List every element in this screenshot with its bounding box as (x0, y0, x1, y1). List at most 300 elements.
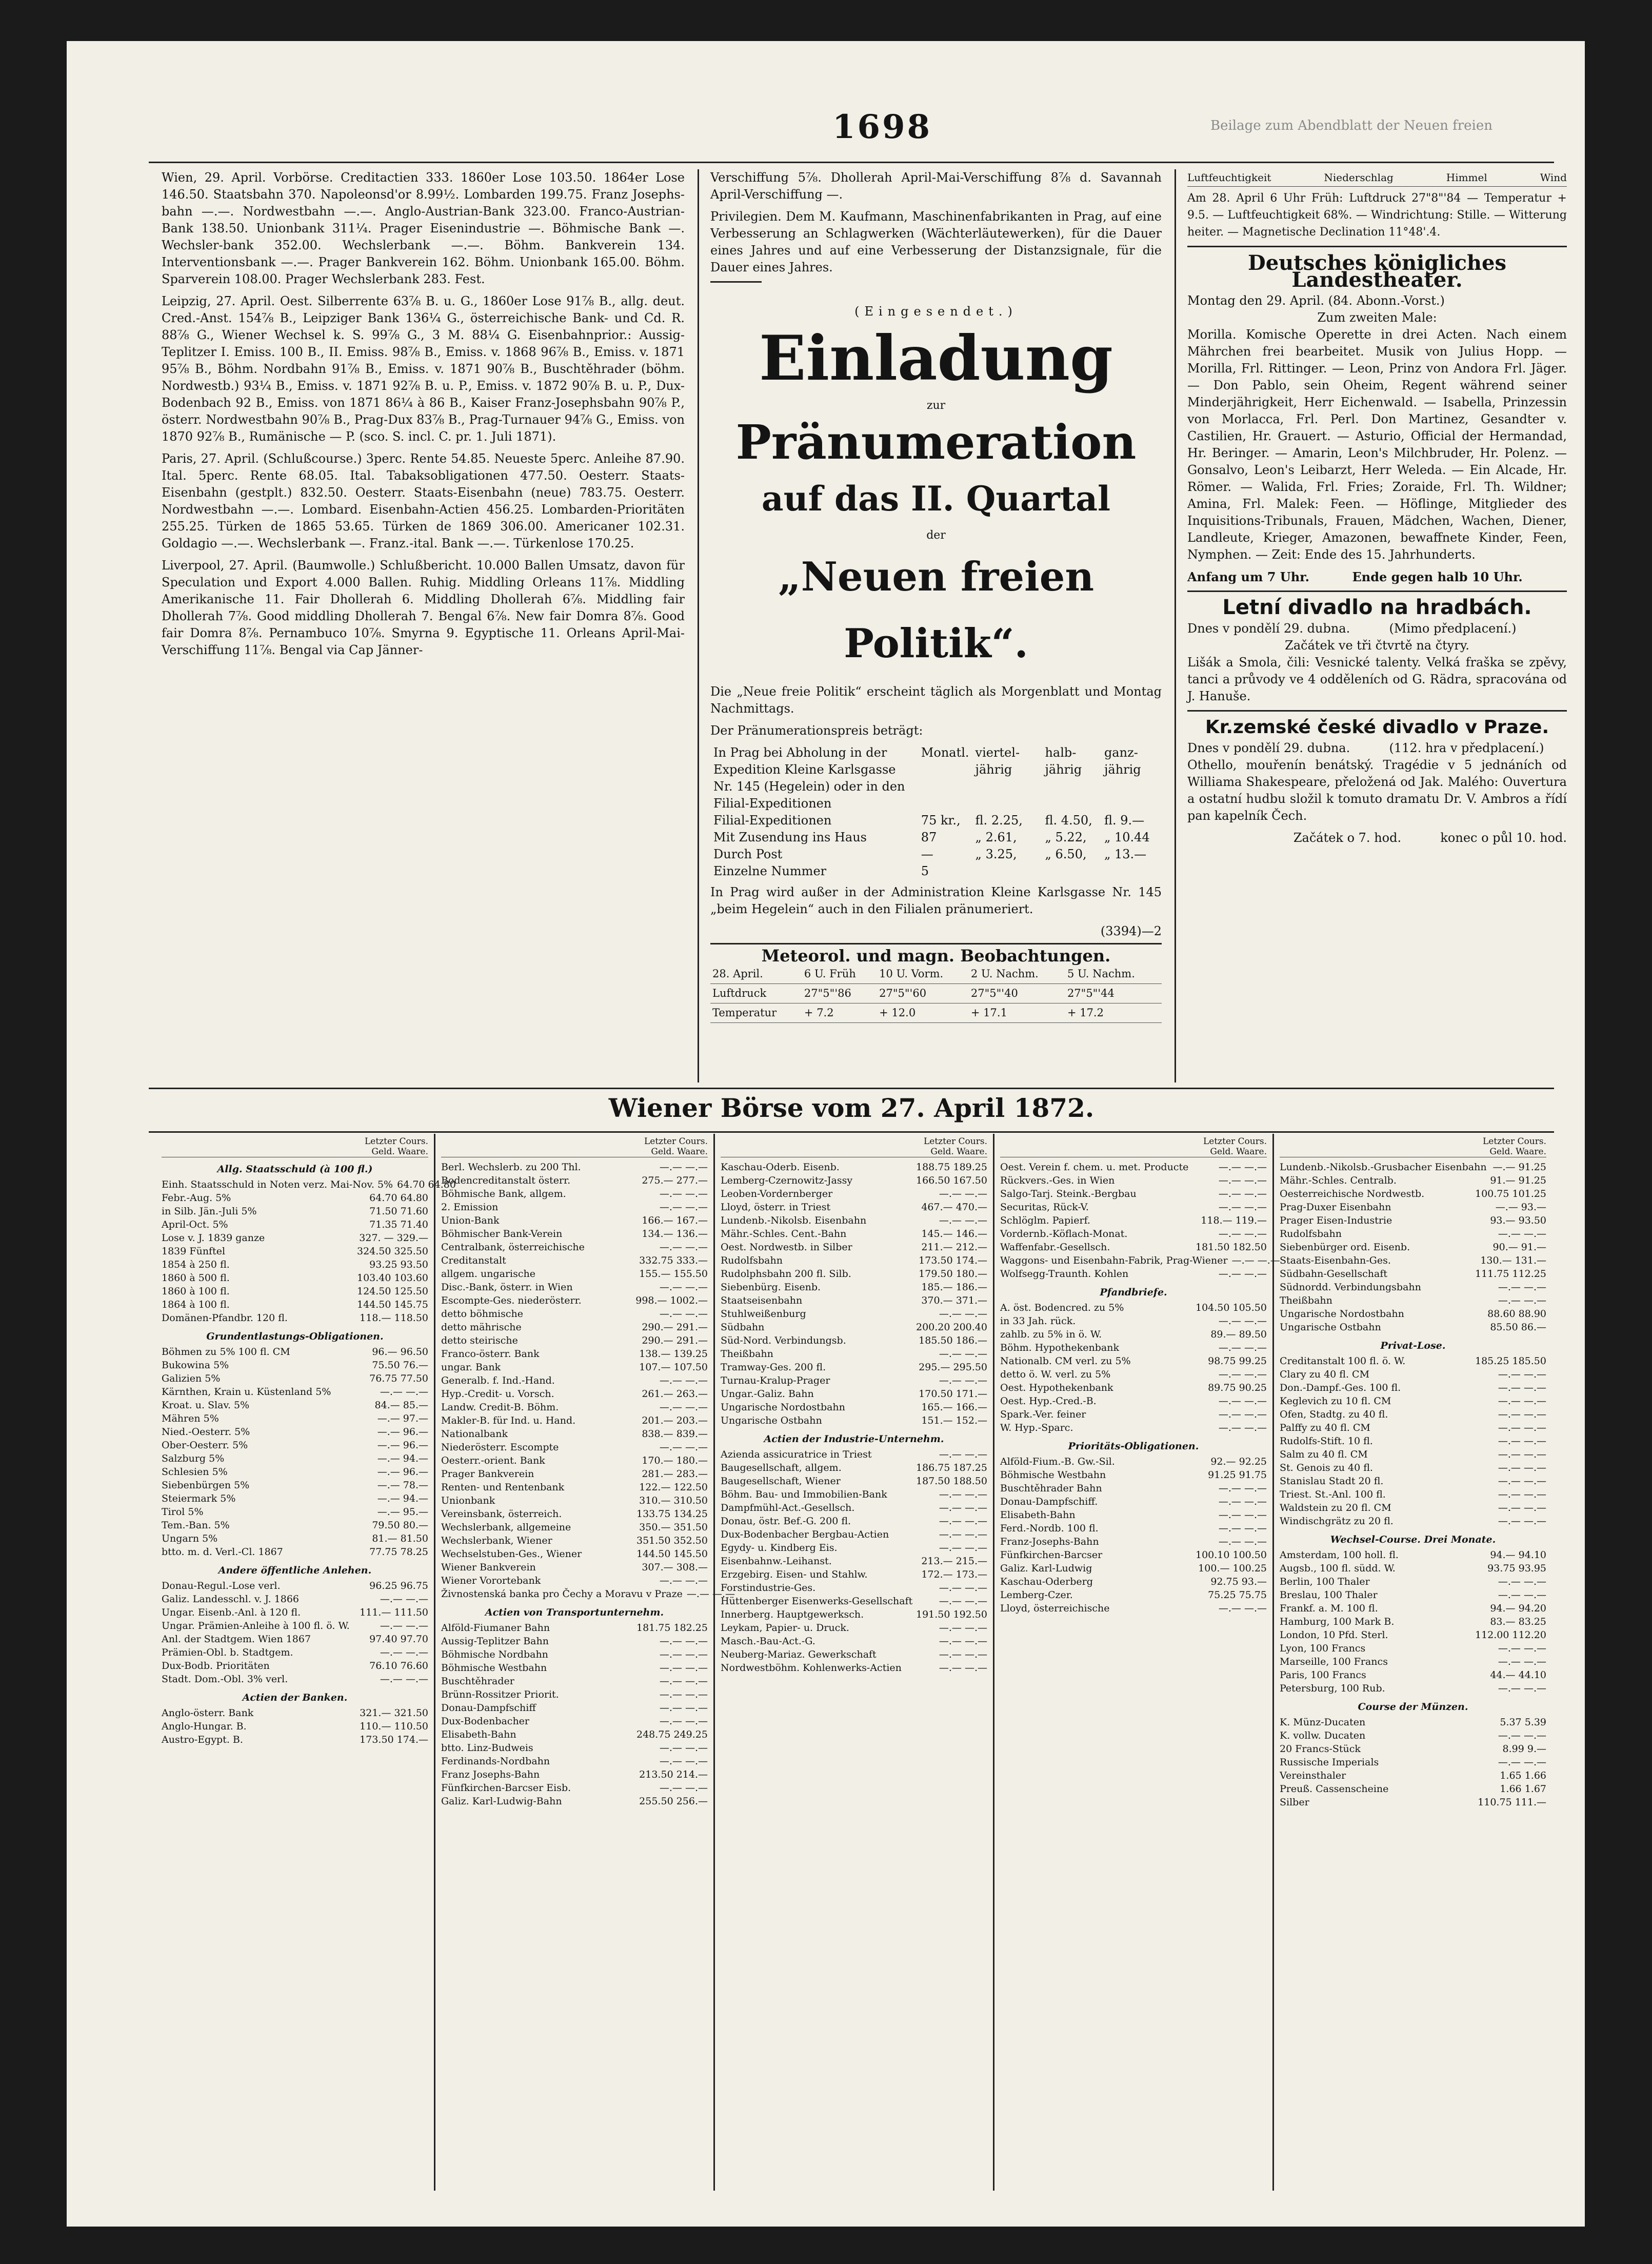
security-quote: —.— —.— (380, 1620, 428, 1631)
exchange-row (1280, 1474, 1546, 1488)
security-name: Prager Bankverein (441, 1468, 534, 1480)
column-theaters (1187, 169, 1567, 1082)
exchange-row (441, 1587, 735, 1601)
exchange-row (162, 1231, 428, 1245)
exchange-column-header: Letzter Cours. Geld. Waare. (441, 1136, 708, 1157)
security-name: Unionbank (441, 1495, 495, 1506)
security-quote: 71.35 71.40 (369, 1219, 428, 1230)
exchange-row (1000, 1602, 1267, 1615)
security-name: Dampfmühl-Act.-Gesellsch. (721, 1502, 855, 1513)
security-name: Wechslerbank, Wiener (441, 1535, 552, 1546)
security-quote: —.— —.— (939, 1489, 987, 1500)
security-name: Südbahn-Gesellschaft (1280, 1268, 1387, 1279)
security-quote: 321.— 321.50 (360, 1707, 428, 1719)
exchange-row (441, 1454, 708, 1467)
exchange-row (162, 1505, 428, 1519)
exchange-row (441, 1227, 708, 1241)
security-quote: 370.— 371.— (921, 1295, 987, 1306)
exchange-row (721, 1374, 987, 1387)
exchange-row (721, 1528, 987, 1541)
security-quote: —.— —.— (1218, 1523, 1267, 1534)
security-name: Frankf. a. M. 100 fl. (1280, 1603, 1378, 1614)
security-name: Alföld-Fiumaner Bahn (441, 1622, 550, 1633)
meteo-header: 10 U. Vorm. (877, 964, 969, 984)
exchange-row (1280, 1716, 1546, 1729)
security-quote: 71.50 71.60 (369, 1206, 428, 1217)
security-quote: —.— —.— (659, 1282, 708, 1293)
security-quote: 186.75 187.25 (915, 1462, 987, 1473)
price-row (710, 812, 1162, 829)
security-quote: —.— —.— (1498, 1422, 1546, 1433)
security-name: Rückvers.-Ges. in Wien (1000, 1175, 1115, 1186)
security-name: Marseille, 100 Francs (1280, 1656, 1388, 1667)
security-name: in Silb. Jän.-Juli 5% (162, 1206, 257, 1217)
exchange-row (162, 1385, 428, 1399)
security-name: Neuberg-Mariaz. Gewerkschaft (721, 1649, 877, 1660)
exchange-row (721, 1174, 987, 1187)
security-quote: 118.— 118.50 (360, 1312, 428, 1324)
security-name: Union-Bank (441, 1215, 500, 1226)
exchange-column (721, 1136, 987, 2188)
exchange-row (162, 1492, 428, 1505)
security-quote: 281.— 283.— (642, 1468, 708, 1480)
exchange-row (162, 1606, 428, 1619)
security-quote: —.— —.— (1498, 1502, 1546, 1513)
invitation-der: der (926, 529, 946, 542)
security-quote: —.— —.— (939, 1636, 987, 1647)
exchange-row (441, 1781, 708, 1795)
column-invitation (710, 169, 1162, 1082)
security-name: Franz-Josephs-Bahn (1000, 1536, 1099, 1547)
security-quote: 64.70 64.80 (397, 1179, 456, 1190)
security-quote: —.— —.— (659, 1649, 708, 1660)
security-name: ungar. Bank (441, 1362, 501, 1373)
exchange-row (1000, 1575, 1267, 1588)
exchange-row (162, 1218, 428, 1231)
security-name: Aussig-Teplitzer Bahn (441, 1636, 549, 1647)
security-name: Galiz. Landesschl. v. J. 1866 (162, 1593, 300, 1605)
security-quote: —.— —.— (659, 1242, 708, 1253)
price-row-label: Durch Post (713, 847, 783, 861)
exchange-column (1000, 1136, 1280, 2188)
exchange-row (1280, 1782, 1546, 1796)
security-quote: —.— 96.— (377, 1466, 428, 1478)
exchange-row (1280, 1756, 1546, 1769)
security-quote: —.— —.— (1498, 1409, 1546, 1420)
security-name: Domänen-Pfandbr. 120 fl. (162, 1312, 288, 1324)
security-name: Donau-Dampfschiff (441, 1702, 536, 1714)
security-name: Ungar.-Galiz. Bahn (721, 1388, 814, 1400)
security-quote: —.— —.— (939, 1529, 987, 1540)
security-quote: —.— —.— (1218, 1409, 1267, 1420)
exchange-row (1280, 1514, 1546, 1528)
security-name: Alföld-Fium.-B. Gw.-Sil. (1000, 1456, 1115, 1467)
security-name: Süd-Nord. Verbindungsb. (721, 1335, 846, 1346)
security-quote: —.— —.— (1218, 1175, 1267, 1186)
exchange-row (162, 1205, 428, 1218)
security-name: Ofen, Stadtg. zu 40 fl. (1280, 1409, 1388, 1420)
exchange-row (721, 1635, 987, 1648)
security-quote: 97.40 97.70 (369, 1633, 428, 1645)
exchange-row (441, 1715, 708, 1728)
security-quote: 118.— 119.— (1201, 1215, 1267, 1226)
security-name: Buschtěhrader Bahn (1000, 1483, 1102, 1494)
security-quote: 173.50 174.— (360, 1734, 428, 1745)
exchange-row (162, 1285, 428, 1298)
price-cell: „ 6.50, (1045, 847, 1087, 861)
security-name: Mähren 5% (162, 1413, 219, 1424)
security-quote: 1.66 1.67 (1500, 1783, 1546, 1795)
security-name: Oest. Hyp.-Cred.-B. (1000, 1395, 1097, 1407)
security-name: London, 10 Pfd. Sterl. (1280, 1629, 1388, 1641)
security-quote: 138.— 139.25 (639, 1348, 708, 1360)
security-quote: —.— 96.— (377, 1426, 428, 1438)
sent-in-label: (Eingesendet.) (854, 304, 1018, 319)
exchange-row (1280, 1488, 1546, 1501)
exchange-row (162, 1579, 428, 1592)
exchange-row (441, 1675, 708, 1688)
security-quote: 133.75 134.25 (636, 1508, 708, 1520)
exchange-section-title: Pfandbriefe. (1100, 1287, 1167, 1298)
exchange-section-title: Andere öffentliche Anlehen. (218, 1565, 372, 1576)
security-quote: 89.— 89.50 (1210, 1329, 1267, 1340)
security-name: Wechslerbank, allgemeine (441, 1522, 571, 1533)
exchange-row (721, 1160, 987, 1174)
security-quote: —.— —.— (659, 1188, 708, 1199)
security-name: Böhm. Bau- und Immobilien-Bank (721, 1489, 887, 1500)
security-quote: 187.50 188.50 (915, 1475, 987, 1487)
price-row-label: Mit Zusendung ins Haus (713, 830, 867, 844)
security-quote: 134.— 136.— (642, 1228, 708, 1239)
security-name: Lyon, 100 Francs (1280, 1643, 1366, 1654)
security-name: Leykam, Papier- u. Druck. (721, 1622, 849, 1633)
security-quote: —.— —.— (659, 1636, 708, 1647)
theater3-date: Dnes v pondělí 29. dubna. (112. hra v předplacení.) (1187, 741, 1544, 755)
security-name: btto. Linz-Budweis (441, 1742, 533, 1754)
shipping-continuation: Verschiffung 5⅞. Dhollerah April-Mai-Verschiffung 8⅞ d. Savannah April-Verschiffung —. (710, 170, 1162, 202)
security-quote: —.— 94.— (377, 1453, 428, 1464)
security-name: Egydy- u. Kindberg Eis. (721, 1542, 838, 1553)
security-name: Dux-Bodb. Prioritäten (162, 1660, 270, 1671)
exchange-row (1000, 1187, 1267, 1200)
security-quote: —.— 97.— (377, 1413, 428, 1424)
meteo-cell: Luftdruck (710, 984, 802, 1003)
security-name: Ferdinands-Nordbahn (441, 1756, 550, 1767)
report-leipzig: Leipzig, 27. April. Oest. Silberrente 63⅞ B. u. G., 1860er Lose 91⅞ B., allg. deut. Cred.-Anst. 154⅞ B., Leipziger Bank 136¼ G., österreichische Bank- und Cd. R. 88⅞ G., Wiener Wechsel k. S. 99⅞ G., 3 M. 88¼ G. Eisenbahnprior.: Aussig-Teplitzer I. Emiss. 100 B., II. Emiss. 98⅞ B., Emiss. v. 1868 96⅞ B., Emiss. v. 1871 95⅞ B., Böhm. Nordbahn 91⅞ B., Emiss. v. 1871 90⅞ B., Buschtěhrader (böhm. Nordwestb.) 93¼ B., Emiss. v. 1871 92⅞ B. u. P., Emiss. v. 1872 90⅞ B. u. P., Dux-Bodenbach 92 B., Emiss. von 1871 86¼ à 86 B., Kaiser Franz-Josephsbahn 90⅞ P., österr. Nordwestbahn 90⅞ B., Prag-Dux 83⅞ B., Prag-Turnauer 94⅞ G., Emiss. von 1870 92⅞ B., Rumänische — P. (sco. S. incl. C. pr. 1. Juli 1871). (162, 294, 685, 444)
security-name: Böhmische Westbahn (441, 1662, 547, 1674)
invitation-ref: (3394)—2 (1100, 924, 1162, 938)
security-quote: —.— —.— (939, 1582, 987, 1593)
exchange-row (441, 1521, 708, 1534)
price-header-quarterly: viertel-jährig (975, 745, 1020, 777)
security-quote: —.— —.— (1498, 1757, 1546, 1768)
security-name: Silber (1280, 1797, 1309, 1808)
security-name: Innerberg. Hauptgewerksch. (721, 1609, 864, 1620)
security-name: 1860 à 500 fl. (162, 1272, 230, 1284)
security-name: Tramway-Ges. 200 fl. (721, 1362, 826, 1373)
exchange-row (721, 1401, 987, 1414)
security-quote: —.— —.— (1218, 1603, 1267, 1614)
security-name: Franco-österr. Bank (441, 1348, 540, 1360)
exchange-row (441, 1561, 708, 1574)
exchange-row (162, 1479, 428, 1492)
exchange-row (721, 1488, 987, 1501)
security-quote: 85.50 86.— (1490, 1322, 1546, 1333)
exchange-row (1280, 1421, 1546, 1434)
exchange-row (1000, 1408, 1267, 1421)
security-name: Mähr.-Schles. Centralb. (1280, 1175, 1397, 1186)
meteo-top-rule (710, 943, 1162, 944)
security-name: Galiz. Karl-Ludwig (1000, 1563, 1092, 1574)
security-name: Prag-Duxer Eisenbahn (1280, 1202, 1391, 1213)
security-quote: —.— —.— (939, 1188, 987, 1199)
security-name: Brünn-Rossitzer Priorit. (441, 1689, 559, 1700)
newspaper-page (67, 41, 1585, 2227)
security-name: Mähr.-Schles. Cent.-Bahn (721, 1228, 847, 1239)
security-quote: 181.75 182.25 (636, 1622, 708, 1633)
column-divider-1 (698, 169, 699, 1082)
price-intro: Der Pränumerationspreis beträgt: (710, 723, 923, 738)
exchange-row (721, 1501, 987, 1514)
exchange-column-divider (1272, 1134, 1274, 2191)
security-name: Stanislau Stadt 20 fl. (1280, 1475, 1384, 1487)
exchange-row (1280, 1628, 1546, 1642)
security-quote: —.— —.— (1218, 1536, 1267, 1547)
security-quote: —.— —.— (939, 1662, 987, 1674)
security-name: Berlin, 100 Thaler (1280, 1576, 1370, 1587)
security-name: Augsb., 100 fl. südd. W. (1280, 1563, 1396, 1574)
exchange-row (1000, 1341, 1267, 1354)
security-name: Anglo-österr. Bank (162, 1707, 254, 1719)
price-cell: — (921, 847, 933, 861)
theater3-title: Kr.zemské české divadlo v Praze. (1205, 717, 1549, 738)
security-name: Ungar. Eisenb.-Anl. à 120 fl. (162, 1607, 301, 1618)
invitation-intro: Die „Neue freie Politik“ erscheint täglich als Morgenblatt und Montag Nachmittags. (710, 684, 1162, 716)
exchange-row (1280, 1160, 1546, 1174)
meteo-header: 5 U. Nachm. (1065, 964, 1162, 984)
security-quote: 91.25 91.75 (1208, 1469, 1267, 1481)
security-name: Kärnthen, Krain u. Küstenland 5% (162, 1386, 331, 1397)
privileges-rule (710, 281, 762, 283)
security-name: Ober-Oesterr. 5% (162, 1440, 248, 1451)
exchange-row (162, 1632, 428, 1646)
theater-rule (1187, 590, 1567, 592)
security-name: Renten- und Rentenbank (441, 1482, 565, 1493)
security-name: Disc.-Bank, österr. in Wien (441, 1282, 573, 1293)
security-name: Donau-Regul.-Lose verl. (162, 1580, 281, 1591)
exchange-row (1280, 1321, 1546, 1334)
security-quote: 998.— 1002.— (635, 1295, 708, 1306)
security-name: Wolfsegg-Traunth. Kohlen (1000, 1268, 1129, 1279)
security-name: Kaschau-Oderberg (1000, 1576, 1093, 1587)
exchange-row (441, 1547, 708, 1561)
exchange-row (721, 1514, 987, 1528)
security-quote: —.— —.— (1498, 1282, 1546, 1293)
security-quote: 248.75 249.25 (636, 1729, 708, 1740)
exchange-row (162, 1672, 428, 1686)
exchange-row (162, 1245, 428, 1258)
security-quote: —.— —.— (1498, 1395, 1546, 1407)
exchange-row (1000, 1421, 1267, 1434)
security-name: Generalb. f. Ind.-Hand. (441, 1375, 555, 1386)
security-name: Südbahn (721, 1322, 765, 1333)
security-name: Baugesellschaft, Wiener (721, 1475, 841, 1487)
security-quote: —.— —.— (659, 1782, 708, 1794)
weather-observation: Am 28. April 6 Uhr Früh: Luftdruck 27"8"'84 — Temperatur + 9.5. — Luftfeuchtigkeit 68%. — Windrichtung: Stille. — Witterung heiter. — Magnetische Declination 11°48'.4. (1187, 192, 1567, 239)
exchange-row (441, 1374, 708, 1387)
security-quote: —.— —.— (939, 1215, 987, 1226)
theater1-times: Anfang um 7 Uhr. Ende gegen halb 10 Uhr. (1187, 569, 1523, 584)
privileges-notice: Privilegien. Dem M. Kaufmann, Maschinenfabrikanten in Prag, auf eine Verbesserung an Schlagwerken (Wächterläutewerken), für die Dauer eines Jahres und auf eine Verbesserung der Distanzsignale, für die Dauer eines Jahres. (710, 209, 1162, 274)
security-quote: 84.— 85.— (374, 1400, 428, 1411)
security-name: Einh. Staatsschuld in Noten verz. Mai-Nov. 5% (162, 1179, 393, 1190)
exchange-row (1280, 1227, 1546, 1241)
security-quote: 200.20 200.40 (915, 1322, 987, 1333)
security-quote: —.— —.— (939, 1449, 987, 1460)
exchange-row (1000, 1301, 1267, 1314)
security-quote: —.— —.— (939, 1515, 987, 1527)
meteo-cell: + 17.1 (969, 1003, 1065, 1023)
security-quote: —.— 93.— (1495, 1202, 1546, 1213)
security-quote: —.— —.— (1218, 1315, 1267, 1327)
security-name: Bodencreditanstalt österr. (441, 1175, 571, 1186)
security-quote: —.— —.— (1498, 1435, 1546, 1447)
price-cell (1042, 863, 1101, 880)
price-cell: „ 3.25, (975, 847, 1017, 861)
security-quote: 93.— 93.50 (1490, 1215, 1546, 1226)
security-name: Windischgrätz zu 20 fl. (1280, 1515, 1394, 1527)
security-quote: —.— —.— (1218, 1342, 1267, 1353)
security-name: 1839 Fünftel (162, 1246, 226, 1257)
exchange-row (1280, 1408, 1546, 1421)
exchange-row (1000, 1482, 1267, 1495)
exchange-row (721, 1187, 987, 1200)
security-quote: 96.25 96.75 (369, 1580, 428, 1591)
security-name: Austro-Egypt. B. (162, 1734, 243, 1745)
price-cell: „ 13.— (1104, 847, 1147, 861)
security-name: Oesterreichische Nordwestb. (1280, 1188, 1425, 1199)
exchange-row (1280, 1655, 1546, 1668)
security-name: Siebenbürger ord. Eisenb. (1280, 1242, 1410, 1253)
security-quote: —.— —.— (659, 1756, 708, 1767)
exchange-row (441, 1187, 708, 1200)
exchange-row (1280, 1562, 1546, 1575)
security-quote: 92.— 92.25 (1210, 1456, 1267, 1467)
security-quote: 100.— 100.25 (1198, 1563, 1267, 1574)
meteo-cell: Temperatur (710, 1003, 802, 1023)
exchange-row (1000, 1254, 1280, 1267)
security-quote: 290.— 291.— (642, 1322, 708, 1333)
security-quote: —.— 95.— (377, 1506, 428, 1518)
exchange-column-header: Letzter Cours. Geld. Waare. (1000, 1136, 1267, 1157)
theater2-date: Dnes v pondělí 29. dubna. (Mimo předplacení.) (1187, 621, 1517, 636)
exchange-row (1280, 1281, 1546, 1294)
security-name: Theißbahn (1280, 1295, 1332, 1306)
security-quote: 111.75 112.25 (1475, 1268, 1546, 1279)
exchange-row (1280, 1769, 1546, 1782)
security-quote: —.— —.— (380, 1647, 428, 1658)
security-quote: 91.— 91.25 (1490, 1175, 1546, 1186)
exchange-row (1280, 1214, 1546, 1227)
meteo-row (710, 984, 1162, 1003)
security-quote: 332.75 333.— (639, 1255, 708, 1266)
meteo-row (710, 1003, 1162, 1023)
exchange-row (1280, 1461, 1546, 1474)
exchange-row (162, 1720, 428, 1733)
price-cell: 75 kr., (921, 813, 961, 828)
security-quote: 110.75 111.— (1478, 1797, 1546, 1808)
exchange-row (1280, 1434, 1546, 1448)
exchange-row (441, 1414, 708, 1427)
exchange-row (1280, 1254, 1546, 1267)
security-name: Preuß. Cassenscheine (1280, 1783, 1389, 1795)
exchange-row (162, 1359, 428, 1372)
security-quote: —.— —.— (380, 1386, 428, 1397)
exchange-row (441, 1755, 708, 1768)
security-name: Kroat. u. Slav. 5% (162, 1400, 250, 1411)
security-name: Salm zu 40 fl. CM (1280, 1449, 1368, 1460)
exchange-row (1000, 1200, 1267, 1214)
security-quote: 172.— 173.— (921, 1569, 987, 1580)
weather-header: Wind (1540, 171, 1567, 184)
security-quote: 185.25 185.50 (1475, 1355, 1546, 1367)
security-quote: —.— —.— (1218, 1395, 1267, 1407)
security-quote: —.— —.— (939, 1649, 987, 1660)
security-quote: —.— 91.25 (1492, 1161, 1546, 1173)
security-name: Böhmische Bank, allgem. (441, 1188, 566, 1199)
price-cell: 87 (921, 830, 937, 844)
security-name: Lundenb.-Nikolsb.-Grusbacher Eisenbahn (1280, 1161, 1487, 1173)
report-paris: Paris, 27. April. (Schlußcourse.) 3perc. Rente 54.85. Neueste 5perc. Anleihe 87.90. Ital. 5perc. Rente 68.05. Ital. Tabaksobligationen 477.50. Oesterr. Staats-Eisenbahn (gestplt.) 832.50. Oesterr. Staats-Eisenbahn (neue) 783.75. Oesterr. Nordwestbahn —.—. Lombard. Eisenbahn-Actien 456.25. Lombarden-Prioritäten 255.25. Türken de 1865 53.65. Türken de 1869 306.00. Americaner 102.31. Goldagio —.—. Wechslerbank —. Franz.-ital. Bank —.—. Türkenlose 170.25. (162, 451, 685, 550)
meteo-table (710, 964, 1162, 1023)
security-quote: 173.50 174.— (919, 1255, 987, 1266)
exchange-row (1280, 1354, 1546, 1368)
security-quote: —.— —.— (659, 1442, 708, 1453)
exchange-row (721, 1461, 987, 1474)
security-name: Amsterdam, 100 holl. fl. (1280, 1549, 1399, 1561)
security-name: Stadt. Dom.-Obl. 3% verl. (162, 1674, 288, 1685)
security-name: Creditanstalt (441, 1255, 506, 1266)
security-name: W. Hyp.-Sparc. (1000, 1422, 1073, 1433)
security-quote: 166.50 167.50 (915, 1175, 987, 1186)
exchange-row (162, 1311, 428, 1325)
security-name: Lloyd, österr. in Triest (721, 1202, 831, 1213)
security-quote: —.— 78.— (377, 1480, 428, 1491)
exchange-row (441, 1241, 708, 1254)
security-name: Tirol 5% (162, 1506, 204, 1518)
security-quote: 79.50 80.— (372, 1520, 428, 1531)
price-header-yearly: ganz-jährig (1104, 745, 1141, 777)
exchange-row (721, 1267, 987, 1281)
exchange-row (441, 1214, 708, 1227)
security-quote: —.— —.— (659, 1308, 708, 1320)
security-name: Staats-Eisenbahn-Ges. (1280, 1255, 1391, 1266)
exchange-row (1000, 1455, 1267, 1468)
exchange-row (1280, 1174, 1546, 1187)
security-name: Oest. Hypothekenbank (1000, 1382, 1113, 1393)
security-quote: 76.10 76.60 (369, 1660, 428, 1671)
exchange-row (162, 1399, 428, 1412)
exchange-row (441, 1574, 708, 1587)
security-name: Creditanstalt 100 fl. ö. W. (1280, 1355, 1406, 1367)
security-name: Keglevich zu 10 fl. CM (1280, 1395, 1391, 1407)
security-name: A. öst. Bodencred. zu 5% (1000, 1302, 1124, 1313)
security-quote: 5.37 5.39 (1500, 1717, 1546, 1728)
exchange-row (721, 1254, 987, 1267)
security-quote: 151.— 152.— (921, 1415, 987, 1426)
exchange-row (1280, 1796, 1546, 1809)
security-name: Ungarische Ostbahn (1280, 1322, 1381, 1333)
